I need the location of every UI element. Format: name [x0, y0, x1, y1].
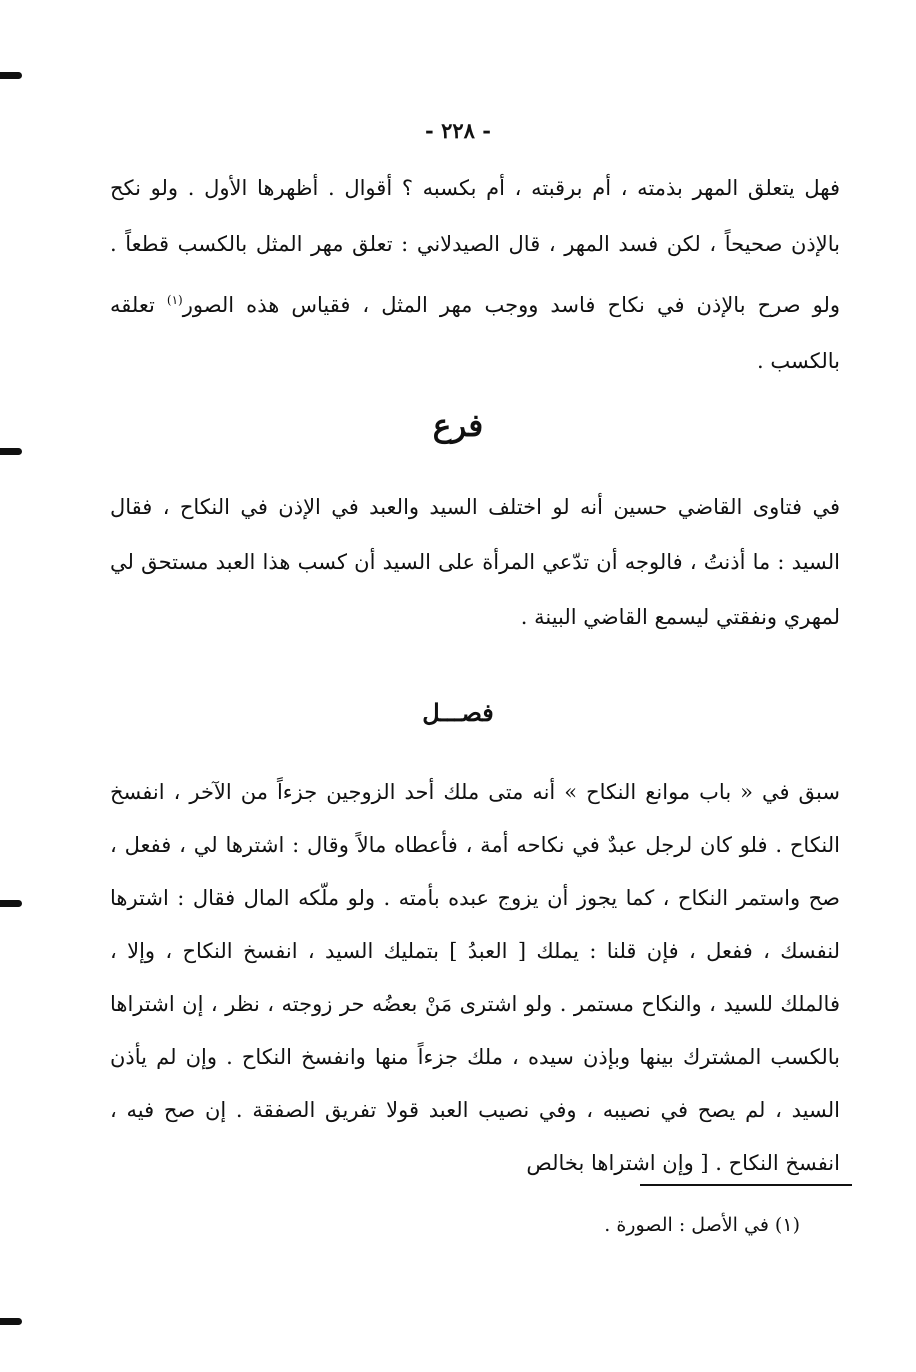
paragraph-opening-text: فهل يتعلق المهر بذمته ، أم برقبته ، أم بكسبه ؟ أقوال . أظهرها الأول . ولو نكح بالإذن صحيحاً ، لكن فسد المهر ، قال الصيدلاني : تعلق مهر المثل بالكسب قطعاً . ولو صرح بالإذن في نكاح فاسد ووجب مهر المثل ، فقياس هذه الصور [110, 176, 840, 317]
binding-mark-top [0, 72, 22, 79]
paragraph-opening [110, 160, 840, 389]
paragraph-fasl: سبق في « باب موانع النكاح » أنه متى ملك أحد الزوجين جزءاً من الآخر ، انفسخ النكاح . فلو كان لرجل عبدٌ في نكاحه أمة ، فأعطاه مالاً وقال : اشترها لي ، ففعل ، صح واستمر النكاح ، كما يجوز أن يزوج عبده بأمته . ولو ملّكه المال فقال : اشترها لنفسك ، ففعل ، فإن قلنا : يملك [ العبدُ ] بتمليك السيد ، انفسخ النكاح ، وإلا ، فالملك للسيد ، والنكاح مستمر . ولو اشترى مَنْ بعضُه حر زوجته ، نظر ، إن اشتراها بالكسب المشترك بينها وبإذن سيده ، ملك جزءاً منها وانفسخ النكاح . وإن لم يأذن السيد ، لم يصح في نصيبه ، وفي نصيب العبد قولا تفريق الصفقة . إن صح فيه ، انفسخ النكاح . [ وإن اشتراها بخالص [110, 780, 840, 1175]
page-number: - ٢٢٨ - [425, 118, 491, 143]
binding-mark-upper [0, 448, 22, 455]
footnote: (١) في الأصل : الصورة . [604, 1214, 800, 1236]
paragraph-far: في فتاوى القاضي حسين أنه لو اختلف السيد والعبد في الإذن في النكاح ، فقال السيد : ما أذنتُ ، فالوجه أن تدّعي المرأة على السيد أن كسب هذا العبد مستحق لي لمهري ونفقتي ليسمع القاضي البينة . [110, 495, 840, 629]
binding-mark-bottom [0, 1318, 22, 1325]
paragraph-opening-tail: تعلقه بالكسب . [110, 293, 840, 373]
section-heading-far: فرع [432, 408, 484, 444]
section-heading-fasl: فصـــل [422, 698, 494, 727]
footnote-reference: (١) [166, 293, 183, 307]
binding-mark-middle [0, 900, 22, 907]
footnote-divider [640, 1184, 852, 1186]
